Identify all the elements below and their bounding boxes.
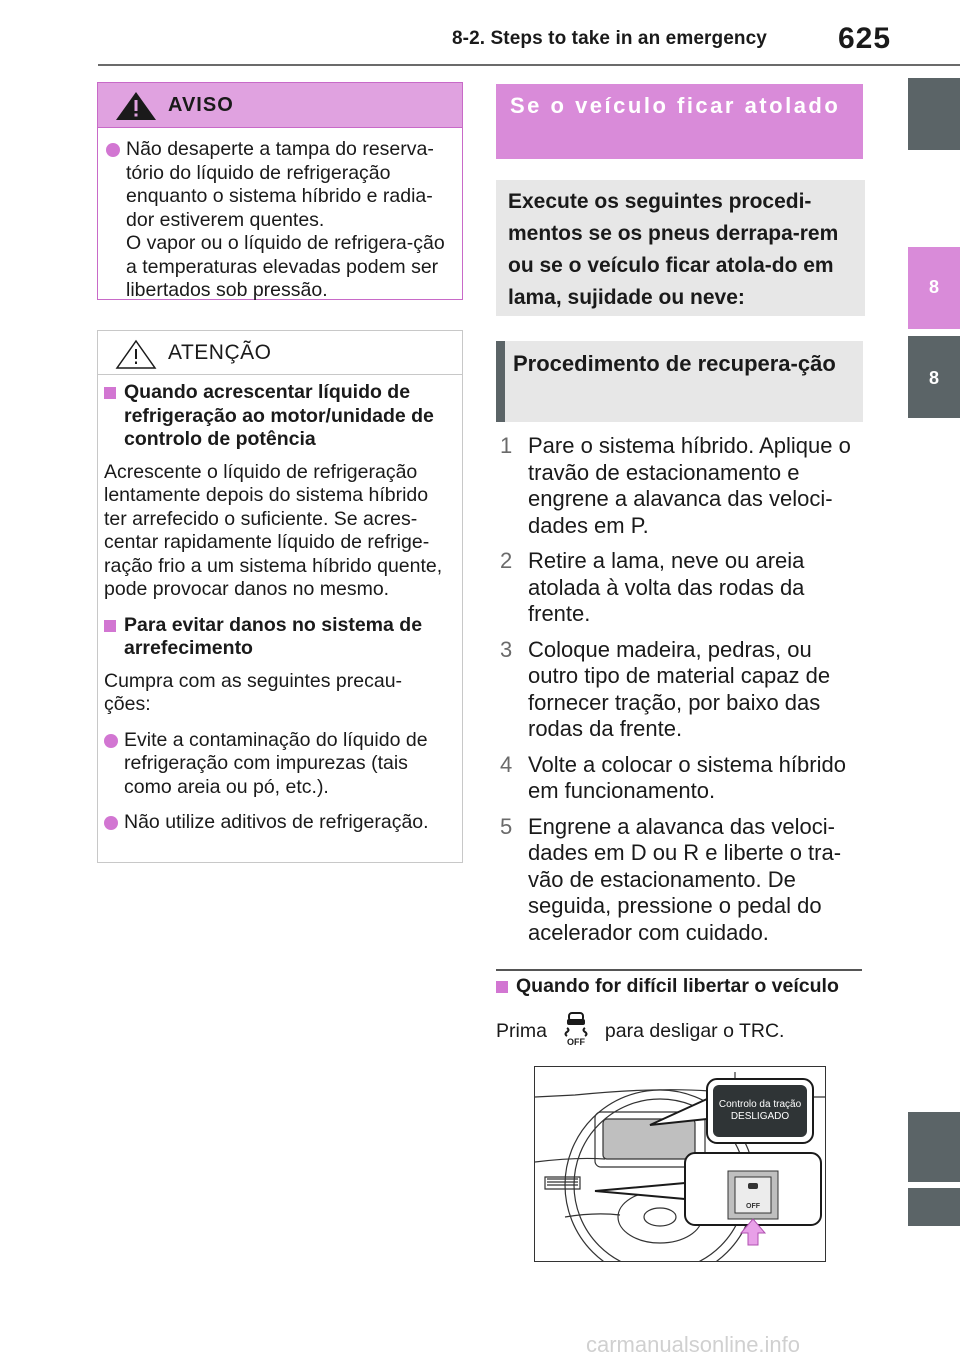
aviso-header [98, 83, 462, 128]
atencao-header [98, 331, 462, 375]
step-number: 3 [500, 636, 513, 662]
square-bullet-icon [496, 981, 508, 993]
atencao-subheading-1-text: Quando acrescentar líquido de refrigeração ao motor/unidade de controlo de potência [124, 381, 434, 450]
side-tab-section-number: 8 [928, 368, 939, 388]
step-item [496, 637, 866, 743]
difficult-heading-text: Quando for difícil libertar o veículo [516, 975, 839, 997]
side-tab-top [908, 78, 960, 150]
stuck-heading: Se o veículo ficar atolado [496, 84, 863, 159]
callout-line-2: DESLIGADO [730, 1111, 790, 1122]
square-bullet-icon [104, 387, 116, 399]
atencao-paragraph-2: Cumpra com as seguintes precau-ções: [104, 669, 403, 715]
step-text: Engrene a alavanca das veloci-dades em D ou R e liberte o tra-vão de estacionamento. De seguida, pressione o pedal do acelerador com cuidado. [528, 813, 842, 945]
intro-box: Execute os seguintes procedi-mentos se os pneus derrapa-rem ou se o veículo ficar atola-do em lama, sujidade ou neve: [496, 180, 865, 316]
atencao-subheading-2 [104, 614, 448, 661]
step-item [496, 548, 866, 628]
atencao-body [98, 375, 462, 835]
warning-triangle-outline-icon [114, 338, 158, 375]
atencao-box [97, 330, 463, 863]
header-rule [98, 64, 960, 66]
step-item [496, 752, 866, 805]
prima-line [496, 1010, 784, 1052]
watermark: carmanualsonline.info [586, 1332, 801, 1357]
callout-line-1: Controlo da tração [718, 1099, 802, 1110]
atencao-subheading-1 [104, 381, 448, 452]
square-bullet-icon [104, 620, 116, 632]
atencao-bullet-text: Não utilize aditivos de refrigeração. [124, 811, 429, 833]
side-tab-bottom-2 [908, 1188, 960, 1226]
step-number: 5 [500, 813, 513, 839]
section-title: 8-2. Steps to take in an emergency [452, 28, 767, 49]
dashboard-illustration [534, 1066, 826, 1262]
atencao-bullet-text: Evite a contaminação do líquido de refrigeração com impurezas (tais como areia ou pó, etc.). [124, 728, 428, 798]
step-text: Coloque madeira, pedras, ou outro tipo de material capaz de fornecer tração, por baixo das rodas da frente. [528, 636, 831, 741]
procedure-heading: Procedimento de recupera-ção [496, 341, 863, 422]
bullet-dot-icon [104, 816, 118, 830]
page-number: 625 [838, 22, 892, 55]
aviso-title: AVISO [168, 94, 234, 116]
atencao-bullet [104, 811, 448, 835]
warning-triangle-filled-icon [114, 90, 158, 127]
bullet-dot-icon [106, 143, 120, 157]
side-tab-section[interactable] [908, 336, 960, 418]
trc-off-icon [561, 1010, 591, 1052]
step-text: Retire a lama, neve ou areia atolada à volta das rodas da frente. [528, 548, 805, 626]
atencao-bullet [104, 729, 448, 800]
step-number: 4 [500, 751, 513, 777]
aviso-item-text: Não desaperte a tampa do reserva-tório do líquido de refrigeração enquanto o sistema híbrido e radia-dor estiverem quentes. O vapor ou o líquido de refrigera-ção a temperaturas elevadas podem ser libertados sob pressão. [126, 138, 445, 301]
trc-off-icon-label: OFF [566, 1037, 585, 1046]
step-item [496, 433, 866, 539]
step-number: 2 [500, 548, 513, 573]
atencao-paragraph-1: Acrescente o líquido de refrigeração lentamente depois do sistema híbrido ter arrefecido o suficiente. Se acres-centar rapidamente líquido de refrige-ração frio a um sistema híbrido quente, pode provocar danos no mesmo. [104, 460, 443, 600]
atencao-subheading-2-text: Para evitar danos no sistema de arrefecimento [124, 613, 423, 659]
aviso-body [98, 128, 462, 303]
bullet-dot-icon [104, 734, 118, 748]
section-divider [496, 969, 862, 971]
illus-button-label: OFF [746, 1203, 760, 1210]
steps-list [496, 433, 866, 955]
step-text: Pare o sistema híbrido. Aplique o travão de estacionamento e engrene a alavanca das veloci-dades em P. [528, 433, 851, 538]
side-tab-chapter[interactable] [908, 247, 960, 329]
side-tab-bottom-1 [908, 1112, 960, 1182]
step-number: 1 [500, 433, 513, 458]
step-item [496, 814, 866, 947]
step-text: Volte a colocar o sistema híbrido em funcionamento. [528, 751, 846, 803]
atencao-title: ATENÇÃO [168, 341, 272, 364]
side-tab-chapter-number: 8 [928, 277, 939, 297]
aviso-box [97, 82, 463, 300]
prima-text: Prima [496, 1019, 547, 1042]
difficult-heading [496, 975, 839, 998]
prima-after-text: para desligar o TRC. [604, 1019, 785, 1042]
aviso-item [106, 138, 448, 303]
